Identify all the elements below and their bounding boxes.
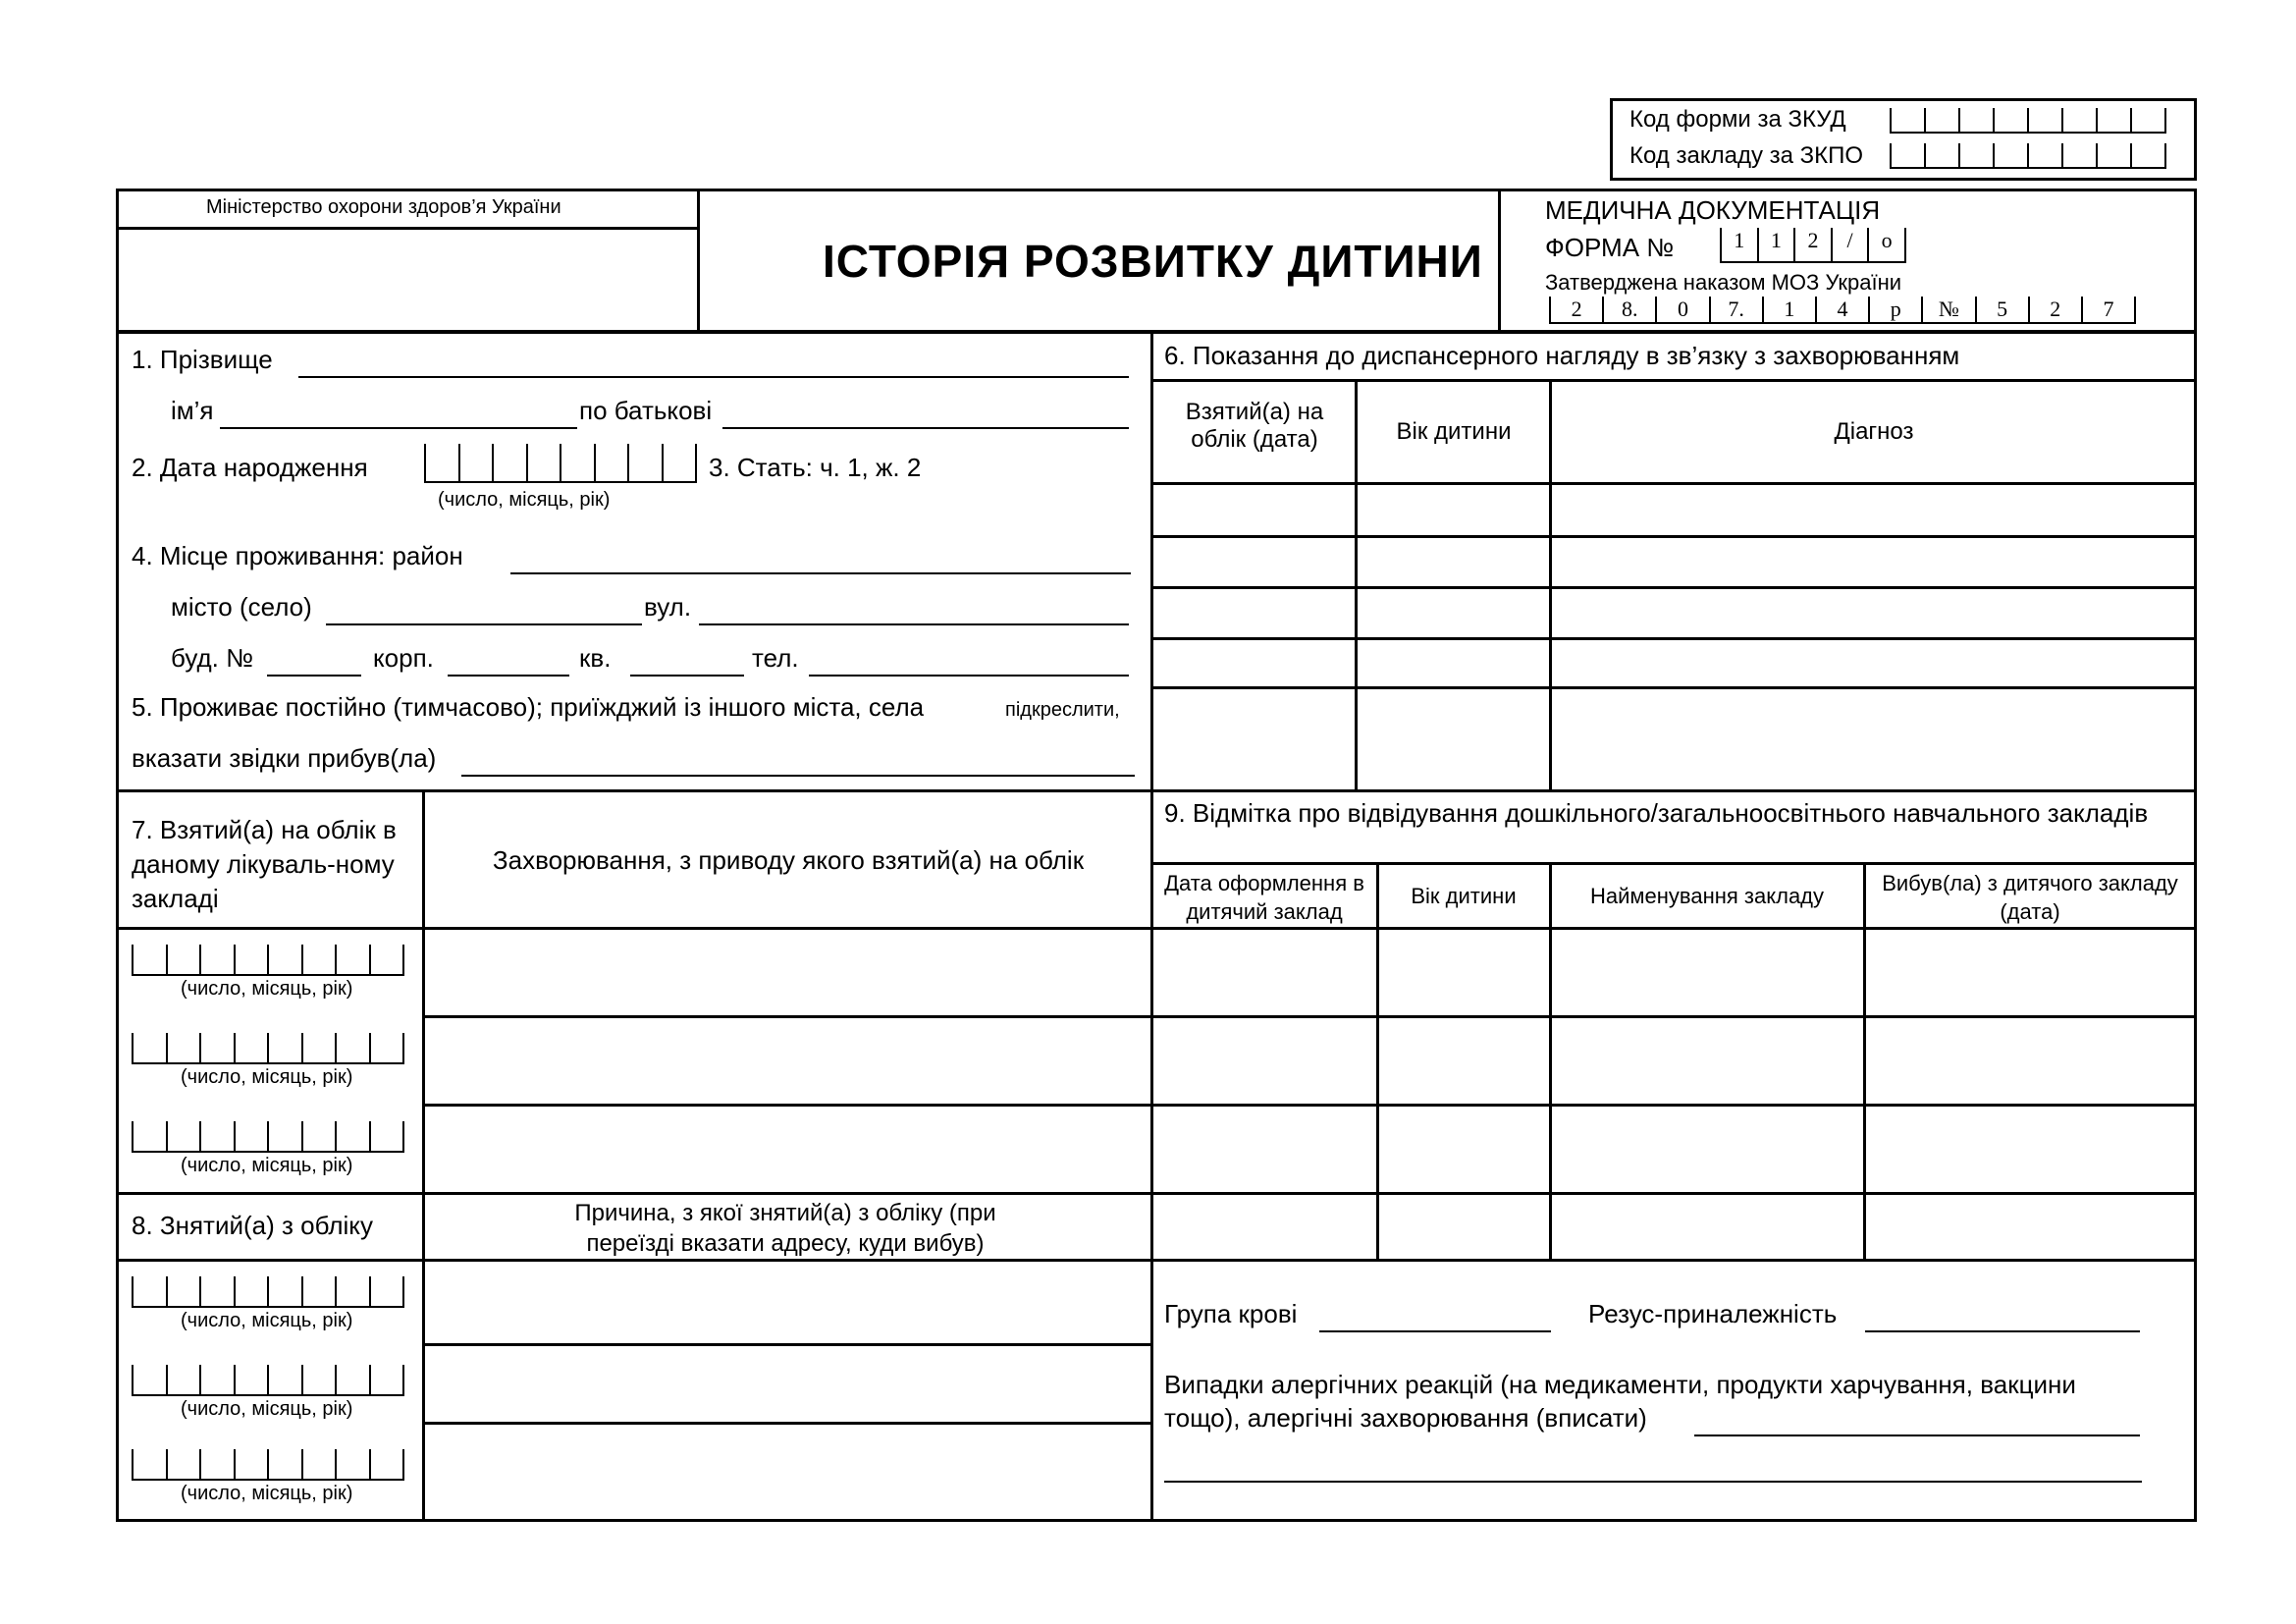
apartment-label: кв. [579,643,612,673]
apartment-field[interactable] [630,675,744,677]
divider [1355,379,1358,791]
phone-field[interactable] [809,675,1129,677]
approved-label: Затверджена наказом МОЗ України [1545,270,1902,295]
surname-field[interactable] [298,376,1129,378]
zkud-code-field[interactable] [1890,108,2166,134]
section6-col-age: Вік дитини [1396,418,1512,445]
divider [697,189,700,334]
birth-date-hint: (число, місяць, рік) [438,489,611,511]
section7-date-field-1[interactable] [132,945,404,976]
divider [116,789,2197,792]
zkpo-label: Код закладу за ЗКПО [1629,142,1864,169]
divider [1150,482,2197,485]
divider [1150,637,2197,640]
section9-col-enroll-date: Дата оформлення в дитячий заклад [1164,871,1364,924]
patronymic-label: по батькові [579,396,713,425]
zkud-label: Код форми за ЗКУД [1629,106,1846,133]
birth-date-field[interactable] [424,444,697,483]
section8-title: 8. Знятий(а) з обліку [132,1211,373,1240]
divider [1150,862,2197,865]
section8-date-hint-1: (число, місяць, рік) [181,1310,353,1331]
divider [422,1015,1152,1018]
divider [1150,1192,2197,1195]
divider [116,1259,2197,1262]
street-label: вул. [644,592,692,622]
name-label: ім’я [171,396,214,425]
ministry-label: Міністерство охорони здоров’я України [206,196,561,218]
section9-col-age: Вік дитини [1411,884,1517,908]
district-field[interactable] [510,572,1131,574]
divider [1376,862,1379,1261]
divider [116,927,1152,930]
arrived-from-field[interactable] [461,775,1135,777]
allergy-label-line2: тощо), алергічні захворювання (вписати) [1164,1403,1647,1433]
allergy-label-line1: Випадки алергічних реакцій (на медикаменти, продукти харчування, вакцини [1164,1370,2076,1399]
surname-label: 1. Прізвище [132,345,273,374]
divider [116,227,699,230]
divider [116,1192,1152,1195]
permanent-label: 5. Проживає постійно (тимчасово); приїжджий із іншого міста, села [132,692,925,722]
divider [1150,586,2197,589]
rhesus-field[interactable] [1865,1330,2140,1332]
section7-date-hint-1: (число, місяць, рік) [181,978,353,1000]
divider [1549,379,1552,791]
blood-group-label: Група крові [1164,1299,1298,1328]
section7-date-hint-3: (число, місяць, рік) [181,1155,353,1176]
section8-date-field-1[interactable] [132,1276,404,1308]
city-field[interactable] [326,623,642,625]
section7-date-field-2[interactable] [132,1033,404,1064]
divider [1150,686,2197,689]
building-field[interactable] [448,675,569,677]
section9-title-line1: 9. Відмітка про відвідування дошкільного/загальноосвітнього навчального закладів [1164,798,2149,828]
form-number-label: ФОРМА № [1545,233,1675,262]
section6-col-registered: Взятий(а) на облік (дата) [1185,399,1324,453]
divider [422,1104,1152,1107]
section7-disease-header: Захворювання, з приводу якого взятий(а) на облік [492,845,1085,875]
divider [1150,1104,2197,1107]
sex-label: 3. Стать: ч. 1, ж. 2 [709,453,922,482]
divider [1150,1015,2197,1018]
house-label: буд. № [171,643,253,673]
approved-cells: 2 8. 0 7. 1 4 р № 5 2 7 [1549,297,2136,324]
section7-date-hint-2: (число, місяць, рік) [181,1066,353,1088]
section9-col-leave-date: Вибув(ла) з дитячого закладу (дата) [1882,871,2178,924]
med-doc-label: МЕДИЧНА ДОКУМЕНТАЦІЯ [1545,195,1881,225]
section8-date-hint-3: (число, місяць, рік) [181,1483,353,1504]
allergy-field-2[interactable] [1164,1481,2142,1483]
arrived-from-label: вказати звідки прибув(ла) [132,743,437,773]
section6-title: 6. Показання до диспансерного нагляду в зв’язку з захворюванням [1164,341,1960,370]
building-label: корп. [373,643,434,673]
section6-col-diagnosis: Діагноз [1834,418,1914,445]
divider [1863,862,1866,1261]
house-field[interactable] [267,675,361,677]
blood-group-field[interactable] [1319,1330,1551,1332]
allergy-field-1[interactable] [1694,1435,2140,1436]
section8-date-field-2[interactable] [132,1365,404,1396]
rhesus-label: Резус-приналежність [1588,1299,1838,1328]
phone-label: тел. [752,643,799,673]
divider [1498,189,1501,334]
birth-date-label: 2. Дата народження [132,453,368,482]
section9-col-institution: Найменування закладу [1589,884,1825,908]
section7-date-field-3[interactable] [132,1121,404,1153]
patronymic-field[interactable] [722,427,1129,429]
section7-title: 7. Взятий(а) на облік в даному лікуваль-ному закладі [132,815,397,914]
form-number-cells: 1 1 2 / о [1720,228,1906,263]
underline-hint: підкреслити, [1005,699,1120,721]
divider [1150,927,2197,930]
name-field[interactable] [220,427,577,429]
section8-reason-header: Причина, з якої знятий(а) з обліку (при переїзді вказати адресу, куди вибув) [574,1200,996,1258]
divider [422,789,425,1522]
section8-date-hint-2: (число, місяць, рік) [181,1398,353,1420]
divider [1150,379,2197,382]
street-field[interactable] [699,623,1129,625]
zkpo-code-field[interactable] [1890,143,2166,169]
document-title: ІСТОРІЯ РОЗВИТКУ ДИТИНИ [823,236,1483,287]
city-label: місто (село) [171,592,312,622]
divider [422,1343,1152,1346]
divider [422,1422,1152,1425]
section8-date-field-3[interactable] [132,1449,404,1481]
divider [1150,535,2197,538]
divider [1549,862,1552,1261]
residence-label: 4. Місце проживання: район [132,541,463,570]
